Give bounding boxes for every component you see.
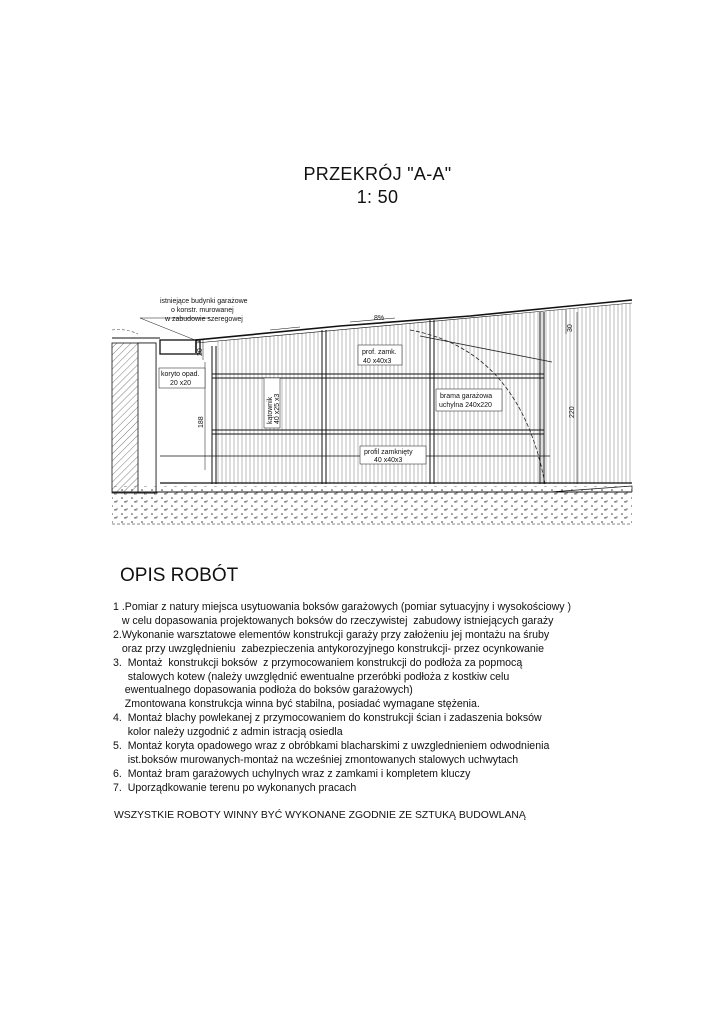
label-gutter-2: 20 x20 (170, 380, 192, 387)
label-dim-top: 30 (567, 324, 574, 332)
label-existing-1: istniejące budynki garażowe (160, 298, 248, 305)
label-existing-3: w zabudowie szeregowej (165, 316, 243, 323)
label-dim-220: 220 (569, 406, 576, 418)
label-profile-2: 40 x40x3 (363, 358, 392, 365)
gutter (160, 340, 200, 354)
work-line: w celu dopasowania projektowanych boksów do rzeczywistej zabudowy istniejących garaży (113, 614, 554, 627)
work-line: stalowych kotew (należy uwzględnić ewentualne przeróbki podłoża z kostkiw celu (113, 670, 510, 683)
work-line: Zmontowana konstrukcja winna być stabilna, posiadać wymagane stężenia. (113, 698, 480, 711)
work-line: 2.Wykonanie warsztatowe elementów konstrukcji garaży przy założeniu jej montażu na śruby (113, 628, 550, 641)
label-dim-188: 188 (198, 416, 205, 428)
work-line: ewentualnego dopasowania podłoża do boksów garażowych) (113, 684, 413, 697)
label-gate-1: brama garażowa (440, 393, 493, 400)
drawing-title: PRZEKRÓJ "A-A" (303, 164, 452, 184)
label-existing-2: o konstr. murowanej (171, 307, 234, 314)
drawing-scale: 1: 50 (356, 187, 399, 207)
dimensions (140, 310, 577, 484)
work-line: kolor należy uzgodnić z admin istracją osiedla (113, 726, 343, 739)
label-closed-1: profil zamknięty (364, 449, 413, 456)
work-line: 1 .Pomiar z natury miejsca usytuowania boksów garażowych (pomiar sytuacyjny i wysokościowy ) (113, 601, 572, 613)
label-angle-2: 40 x25 x3 (274, 393, 281, 424)
work-line: 5. Montaż koryta opadowego wraz z obróbkami blacharskimi z uwzglednieniem odwodnienia (113, 740, 550, 753)
section-heading: OPIS ROBÓT (120, 565, 239, 586)
work-line: 4. Montaż blachy powlekanej z przymocowaniem do konstrukcji ścian i zadaszenia boksów (113, 712, 542, 725)
work-line: oraz przy uwzględnieniu zabezpieczenia antykorozyjnego konstrukcji- przez ocynkowanie (113, 642, 545, 655)
work-line: 7. Uporządkowanie terenu po wykonanych pracach (113, 781, 357, 794)
footer-note: WSZYSTKIE ROBOTY WINNY BYĆ WYKONANE ZGODNIE ZE SZTUKĄ BUDOWLANĄ (114, 810, 526, 821)
existing-building (112, 330, 160, 494)
label-gate-2: uchylna 240x220 (439, 402, 492, 409)
work-line: 3. Montaż konstrukcji boksów z przymocowaniem konstrukcji do podłoża za popmocą (113, 656, 523, 669)
works-list (113, 601, 571, 796)
label-closed-2: 40 x40x3 (374, 457, 403, 464)
label-slope: 8% (374, 315, 385, 322)
label-profile-1: prof. zamk. (362, 349, 397, 356)
work-line: 6. Montaż bram garażowych uchylnych wraz z zamkami i kompletem kluczy (113, 767, 471, 780)
label-angle-1: kątownik (267, 396, 274, 424)
label-dim-20: 20 (197, 348, 204, 356)
label-gutter-1: koryto opad. (161, 371, 200, 378)
work-line: ist.boksów murowanych-montaż na wcześniej zmontowanych stalowych uchwytach (113, 753, 519, 766)
